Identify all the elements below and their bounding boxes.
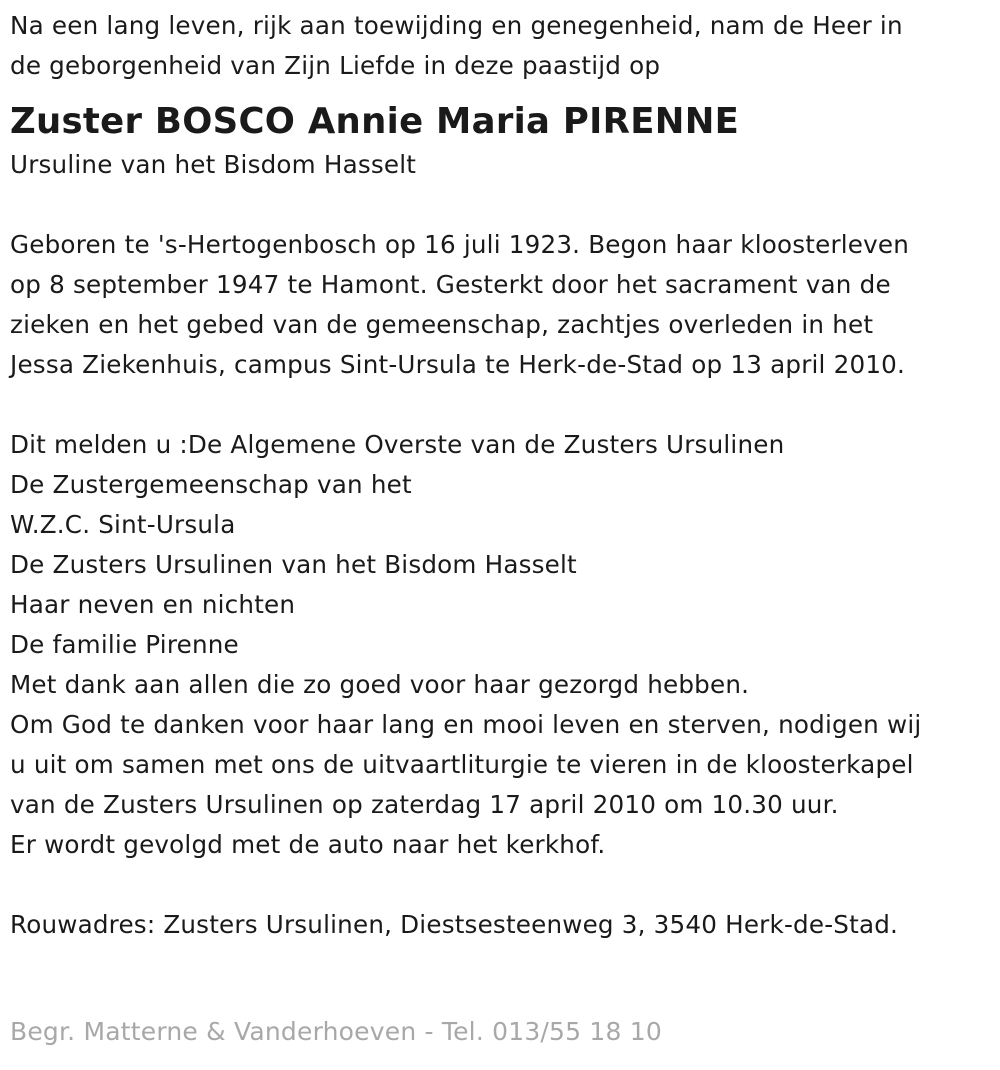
bio-line: Jessa Ziekenhuis, campus Sint-Ursula te Herk-de-Stad op 13 april 2010. (10, 350, 906, 379)
announcement-line: W.Z.C. Sint-Ursula (10, 510, 236, 539)
announcement-line: u uit om samen met ons de uitvaartliturgie te vieren in de kloosterkapel (10, 750, 914, 779)
spacer (10, 385, 1000, 425)
announcement-line: De Zustergemeenschap van het (10, 470, 412, 499)
funeral-director-footer: Begr. Matterne & Vanderhoeven - Tel. 013/55 18 10 (10, 1017, 662, 1046)
intro-line: Na een lang leven, rijk aan toewijding en genegenheid, nam de Heer in (10, 11, 903, 40)
announcement-line: Dit melden u :De Algemene Overste van de Zusters Ursulinen (10, 430, 785, 459)
announcement-line: Er wordt gevolgd met de auto naar het kerkhof. (10, 830, 606, 859)
spacer (10, 185, 1000, 225)
bio-line: Geboren te 's-Hertogenbosch op 16 juli 1923. Begon haar kloosterleven (10, 230, 910, 259)
intro-line: de geborgenheid van Zijn Liefde in deze paastijd op (10, 51, 661, 80)
deceased-name: Zuster BOSCO Annie Maria PIRENNE (10, 101, 740, 142)
announcement-line: De Zusters Ursulinen van het Bisdom Hasselt (10, 550, 577, 579)
announcement-paragraph (10, 425, 1000, 865)
announcement-line: De familie Pirenne (10, 630, 239, 659)
announcement-line: Om God te danken voor haar lang en mooi leven en sterven, nodigen wij (10, 710, 922, 739)
intro-paragraph (10, 6, 1000, 86)
announcement-line: Met dank aan allen die zo goed voor haar gezorgd hebben. (10, 670, 750, 699)
biography-paragraph (10, 225, 1000, 385)
mourning-address: Rouwadres: Zusters Ursulinen, Diestsesteenweg 3, 3540 Herk-de-Stad. (10, 910, 899, 939)
announcement-line: Haar neven en nichten (10, 590, 296, 619)
bio-line: zieken en het gebed van de gemeenschap, zachtjes overleden in het (10, 310, 874, 339)
deceased-subtitle: Ursuline van het Bisdom Hasselt (10, 150, 417, 179)
spacer (10, 865, 1000, 905)
bio-line: op 8 september 1947 te Hamont. Gesterkt door het sacrament van de (10, 270, 891, 299)
announcement-line: van de Zusters Ursulinen op zaterdag 17 april 2010 om 10.30 uur. (10, 790, 839, 819)
